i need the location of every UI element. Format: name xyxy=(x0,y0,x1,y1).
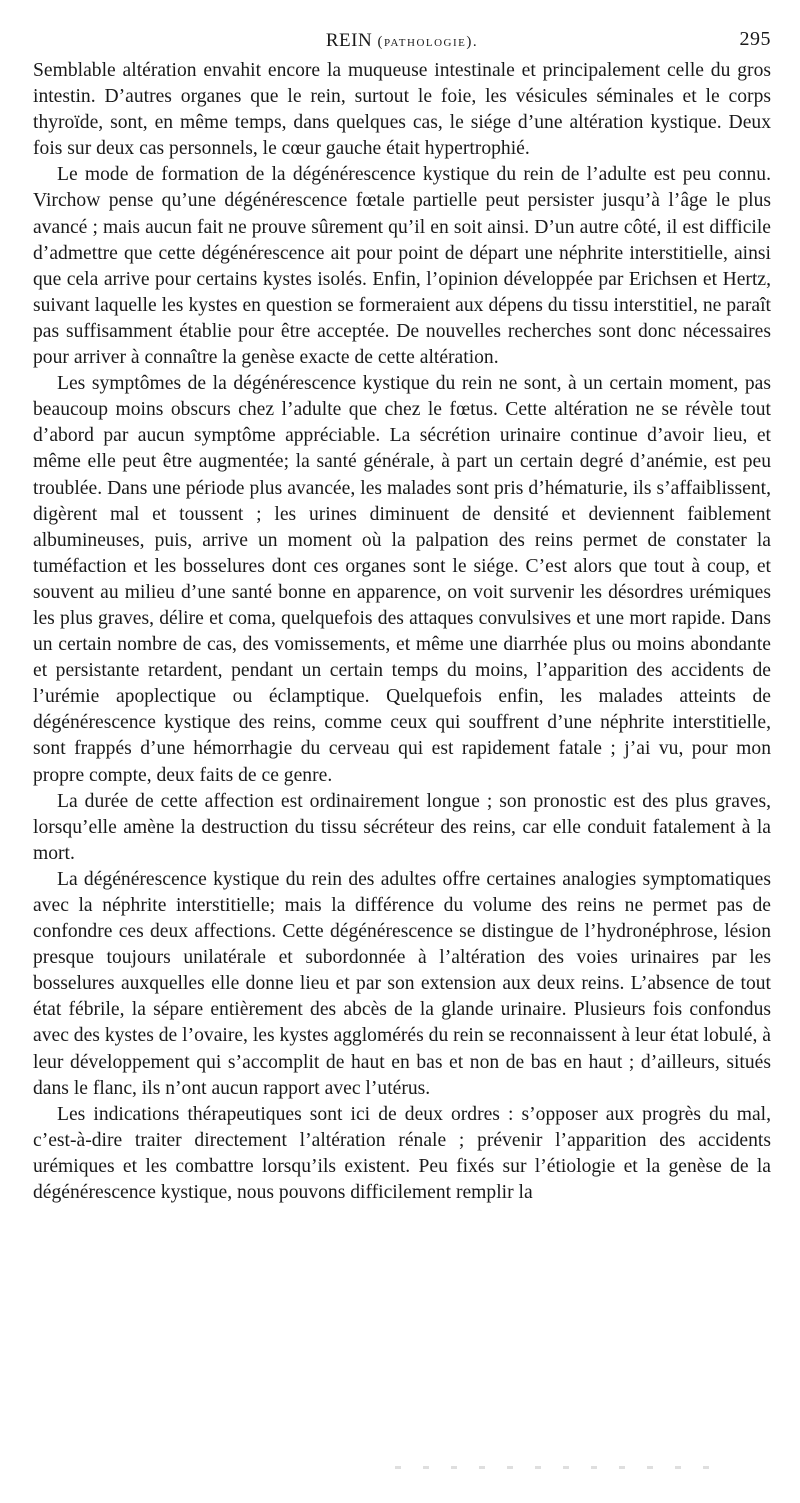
page-header xyxy=(33,28,771,58)
paragraph: La durée de cette affection est ordinairement longue ; son pronostic est des plus graves, lorsqu’elle amène la destruction du tissu sécréteur des reins, car elle conduit fatalement à la mort. xyxy=(33,790,771,864)
paragraph: La dégénérescence kystique du rein des adultes offre certaines analogies symptomatiques avec la néphrite interstitielle; mais la différence du volume des reins ne permet pas de confondre ces deux affections. Cette dégénérescence se distingue de l’hydronéphrose, lésion presque toujours unilatérale et subordonnée à l’altération des voies urinaires par les bosselures auxquelles elle donne lieu et par son extension aux deux reins. L’absence de tout état fébrile, la sépare entièrement des abcès de la glande urinaire. Plusieurs fois confondus avec des kystes de l’ovaire, les kystes agglomérés du rein se reconnaissent à leur état lobulé, à leur développement qui s’accomplit de haut en bas et non de bas en haut ; d’ailleurs, situés dans le flanc, ils n’ont aucun rapport avec l’utérus. xyxy=(33,868,771,1099)
running-head-main: REIN xyxy=(325,30,373,51)
book-page xyxy=(33,28,771,1206)
paragraph: Semblable altération envahit encore la muqueuse intestinale et principalement celle du gros intestin. D’autres organes que le rein, surtout le foie, les vésicules séminales et le corps thyroïde, sont, en même temps, dans quelques cas, le siége d’une altération kystique. Deux fois sur deux cas personnels, le cœur gauche était hypertrophié. xyxy=(33,60,771,160)
running-head xyxy=(33,30,771,52)
running-head-sub: (pathologie). xyxy=(377,34,479,50)
page-number: 295 xyxy=(739,28,771,50)
body-text xyxy=(33,58,771,1206)
paragraph: Le mode de formation de la dégénérescence kystique du rein de l’adulte est peu connu. Virchow pense qu’une dégénérescence fœtale partielle peut persister jusqu’à l’âge le plus avancé ; mais aucun fait ne prouve sûrement qu’il en soit ainsi. D’un autre côté, il est difficile d’admettre que cette dégénérescence ait pour point de départ une néphrite interstitielle, ainsi que cela arrive pour certains kystes isolés. Enfin, l’opinion développée par Erichsen et Hertz, suivant laquelle les kystes en question se formeraient aux dépens du tissu interstitiel, ne paraît pas suffisamment établie pour être acceptée. De nouvelles recherches sont donc nécessaires pour arriver à connaître la genèse exacte de cette altération. xyxy=(33,164,771,369)
paragraph: Les symptômes de la dégénérescence kystique du rein ne sont, à un certain moment, pas beaucoup moins obscurs chez l’adulte que chez le fœtus. Cette altération ne se révèle tout d’abord par aucun symptôme appréciable. La sécrétion urinaire continue d’avoir lieu, et même elle peut être augmentée; la santé générale, à part un certain degré d’anémie, est peu troublée. Dans une période plus avancée, les malades sont pris d’hématurie, ils s’affaiblissent, digèrent mal et toussent ; les urines diminuent de densité et deviennent faiblement albumineuses, puis, arrive un moment où la palpation des reins permet de constater la tuméfaction et les bosselures dont ces organes sont le siége. C’est alors que tout à coup, et souvent au milieu d’une santé bonne en apparence, on voit survenir les désordres urémiques les plus graves, délire et coma, quelquefois des attaques convulsives et une mort rapide. Dans un certain nombre de cas, des vomissements, et même une diarrhée plus ou moins abondante et persistante retardent, pendant un certain temps du moins, l’apparition des accidents de l’urémie apoplectique ou éclamptique. Quelquefois enfin, les malades atteints de dégénérescence kystique des reins, comme ceux qui souffrent d’une néphrite interstitielle, sont frappés d’une hémorrhagie du cerveau qui est rapidement fatale ; j’ai vu, pour mon propre compte, deux faits de ce genre. xyxy=(33,373,771,786)
paragraph: Les indications thérapeutiques sont ici de deux ordres : s’opposer aux progrès du mal, c’est-à-dire traiter directement l’altération rénale ; prévenir l’apparition des accidents urémiques et les combattre lorsqu’ils existent. Peu fixés sur l’étiologie et la genèse de la dégénérescence kystique, nous pouvons difficilement remplir la xyxy=(33,1103,771,1204)
bleed-through-trace xyxy=(395,1466,715,1469)
